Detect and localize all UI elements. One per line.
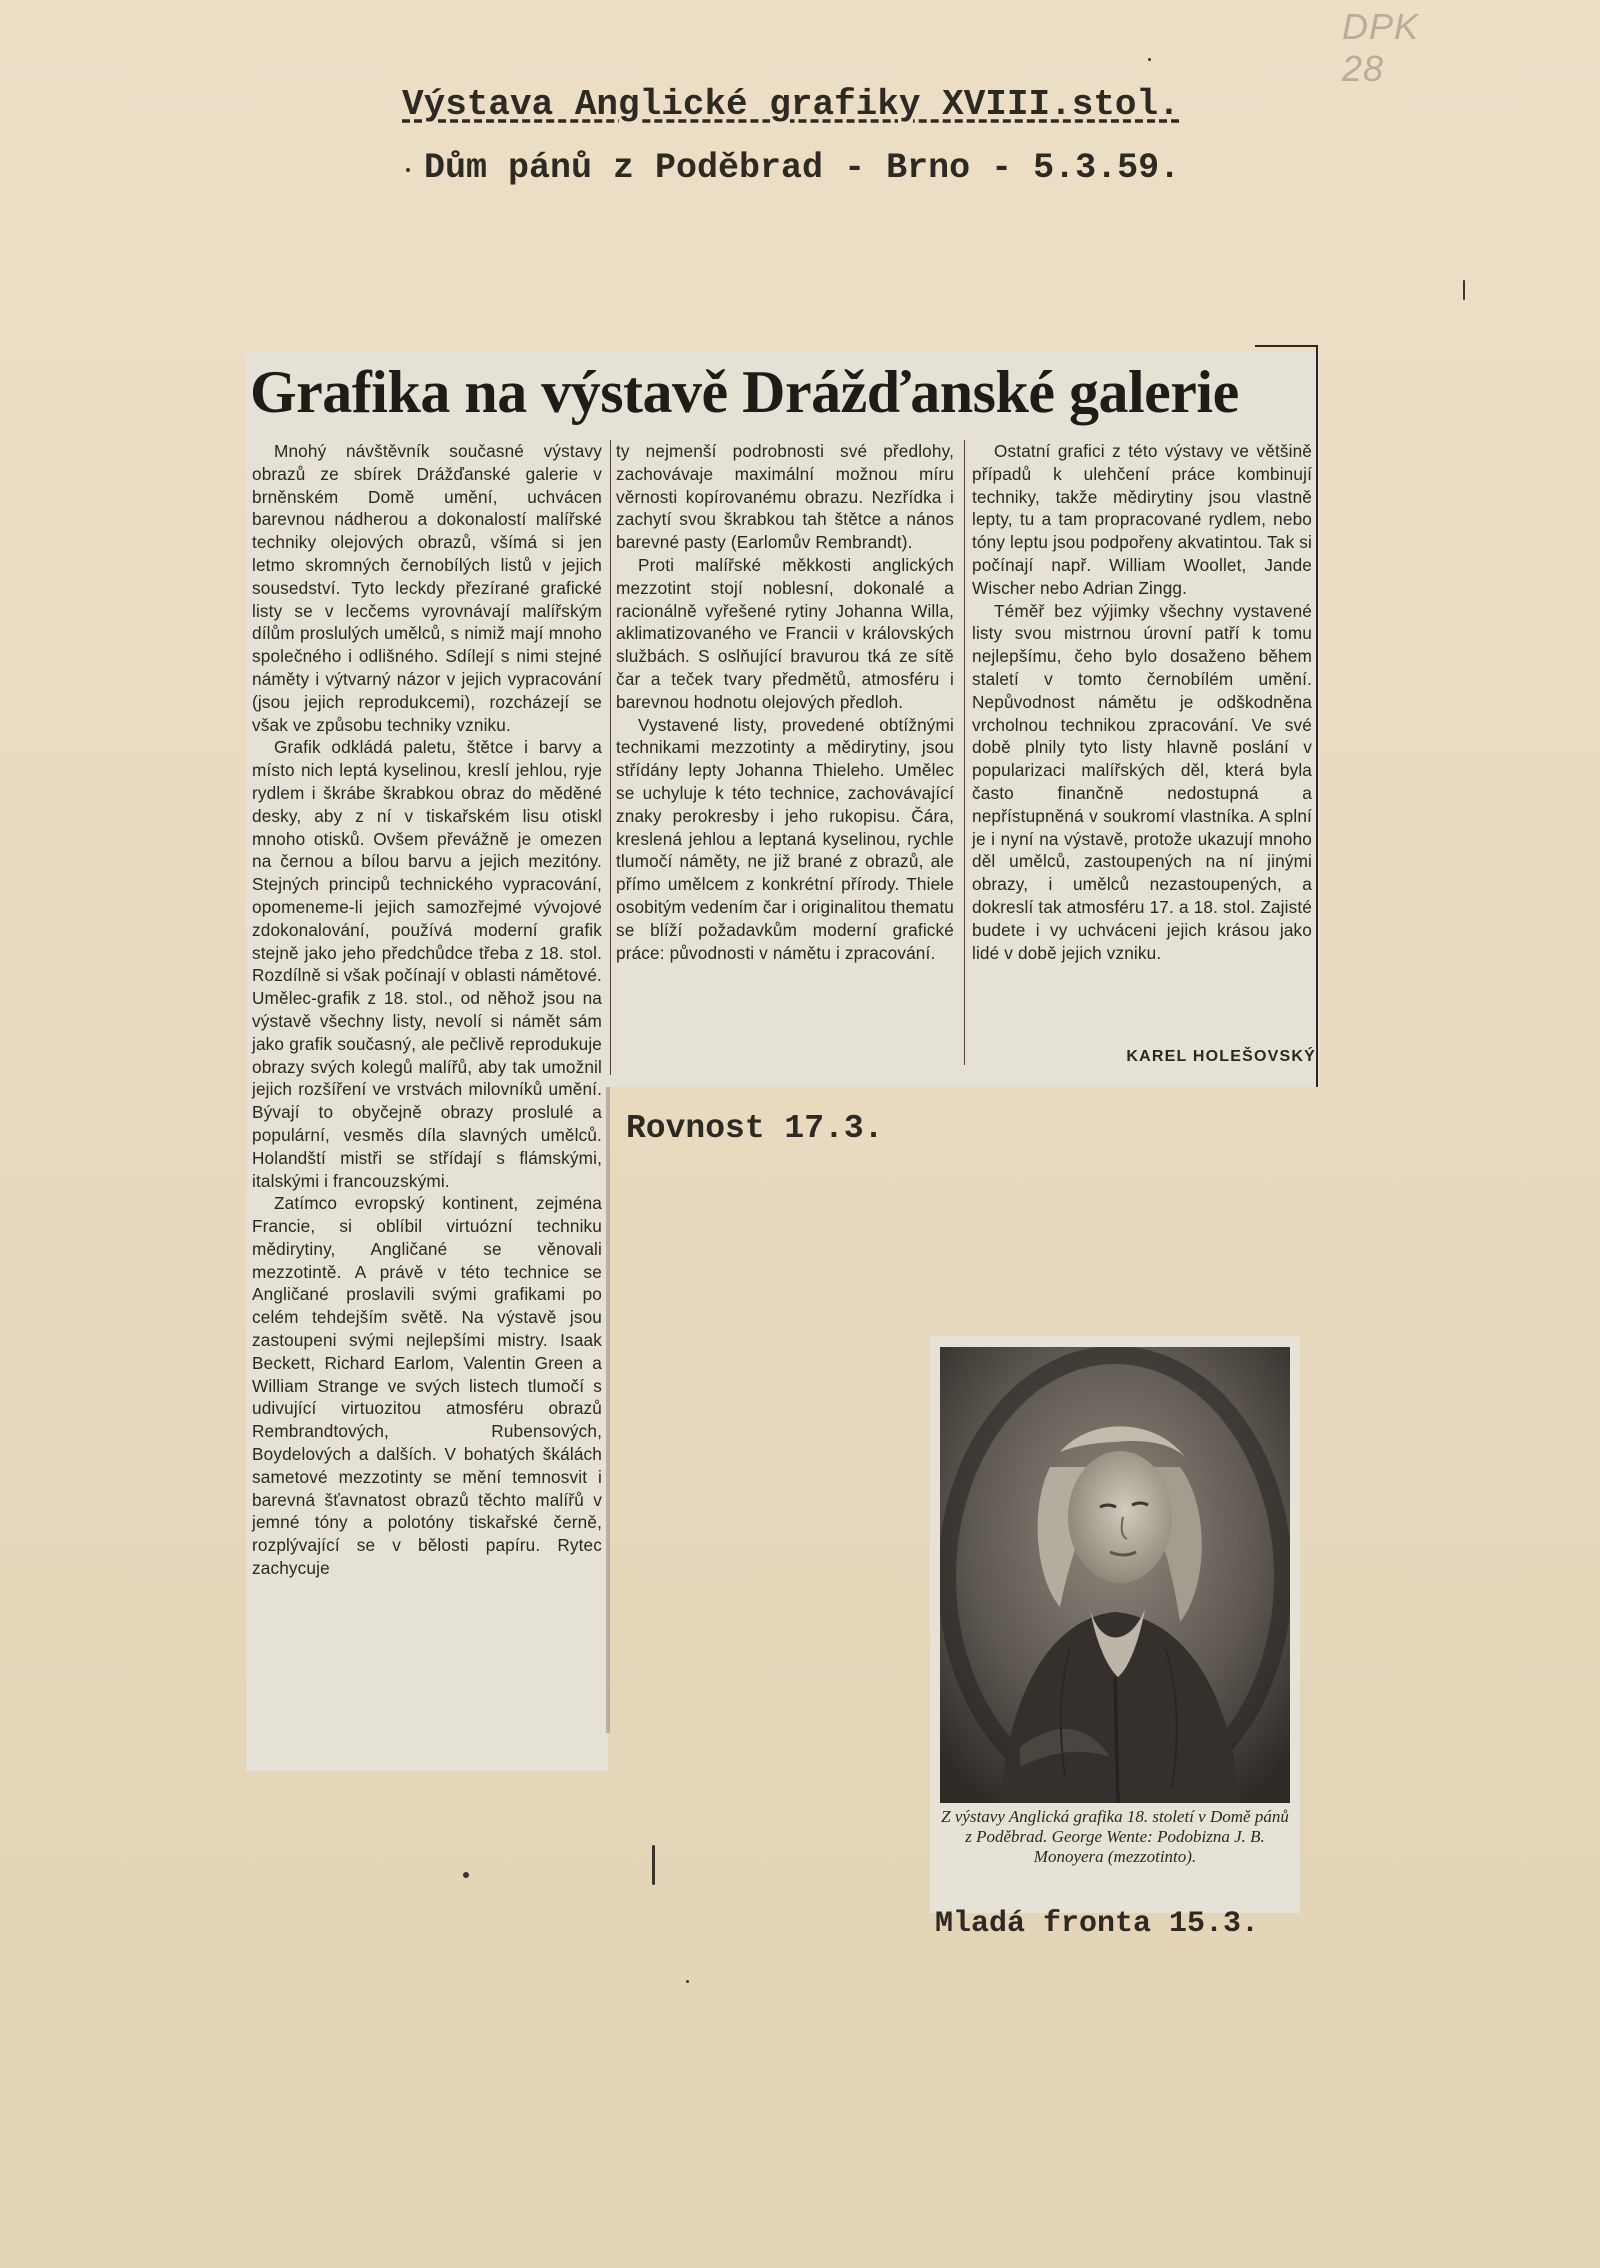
paragraph: Vystavené listy, provedené obtížnými technikami mezzotinty a mědirytiny, jsou střídány lepty Johanna Thieleho. Umělec se uchyluje k této technice, zachovávající znaky perokresby i jeho rukopisu. Čára, kreslená jehlou a leptaná kyselinou, rychle tlumočí náměty, ne již brané z obrazů, ale přímo umělcem z konkrétní přírody. Thiele osobitým vedením čar i originalitou thematu se blíží požadavkům moderní grafické práce: původnosti v námětu i zpracování. — [616, 714, 954, 963]
paragraph: Ostatní grafici z této výstavy ve většině případů k ulehčení práce kombinují techniky, takže mědirytiny jsou vlastně lepty, tu a tam propracované rydlem, nebo tóny leptu jsou podpořeny akvatintou. Tak si počínají např. William Woollet, Jande Wischer nebo Adrian Zingg. — [972, 441, 1312, 598]
article-column-2 — [616, 440, 954, 964]
paper-speck — [1463, 280, 1465, 300]
paper-speck — [686, 1980, 689, 1983]
column-rule — [964, 440, 965, 1065]
author-byline: KAREL HOLEŠOVSKÝ — [1126, 1048, 1316, 1065]
exhibition-title: Výstava Anglické grafiky XVIII.stol. — [402, 84, 1180, 125]
source-note-rovnost: Rovnost 17.3. — [626, 1110, 884, 1147]
paragraph: ty nejmenší podrobnosti své předlohy, zachovávaje maximální možnou míru věrnosti kopírovanému obrazu. Nezřídka i zachytí svou škrabkou tah štětce a nános barevné pasty (Earlomův Rembrandt). — [616, 441, 954, 553]
archive-mark: DPK 28 — [1342, 6, 1420, 89]
article-title: Grafika na výstavě Drážďanské galerie — [250, 359, 1239, 425]
clipping-border-top — [1255, 345, 1318, 347]
clipping-edge-shadow — [606, 1087, 610, 1733]
paragraph: Mnohý návštěvník současné výstavy obrazů ze sbírek Drážďanské galerie v brněnském Domě umění, uchvácen barevnou nádherou a dokonalostí malířské techniky olejových obrazů, všímá si jen letmo skromných černobílých listů v jejich sousedství. Tyto leckdy přezírané grafické listy se v lecčems vyrovnávají malířským dílům proslulých umělců, s nimiž mají mnoho společného i odlišného. Sdílejí s nimi stejné náměty i výtvarný názor v jejich vypracování (jsou jejich reprodukcemi), rozcházejí se však ve způsobu techniky vzniku. — [252, 441, 602, 735]
paper-speck — [463, 1872, 469, 1878]
venue-line: Dům pánů z Poděbrad - Brno - 5.3.59. — [424, 148, 1181, 188]
paragraph: Téměř bez výjimky všechny vystavené listy svou mistrnou úrovní patří k tomu nejlepšímu, čeho bylo dosaženo během staletí v tomto černobílém umění. Nepůvodnost námětu je odškodněna vrcholnou technikou zpracování. Ve své době plnily tyto listy hlavně poslání v popularizaci malířských děl, která byla často finančně nedostupná a nepřístupněná v soukromí vlastníka. A splní je i nyní na výstavě, protože ukazují mnoho děl umělců, zastoupených na ní jinými obrazy, i umělců nezastoupených, a dokreslí tak atmosféru 17. a 18. stol. Zajisté budete i vy uchváceni jejich krásou jako lidé v době jejich vzniku. — [972, 600, 1312, 963]
portrait-engraving — [940, 1347, 1290, 1803]
clipping-border-right — [1316, 345, 1318, 1087]
portrait-illustration — [940, 1347, 1290, 1803]
paragraph: Proti malířské měkkosti anglických mezzotint stojí noblesní, dokonalé a racionálně vyřešené rytiny Johanna Willa, aklimatizovaného ve Francii v královských službách. S oslňující bravurou tká ze sítě čar a teček tvary předmětů, atmosféru i barevnou hodnotu olejových předloh. — [616, 554, 954, 712]
source-note-mlada-fronta: Mladá fronta 15.3. — [935, 1907, 1260, 1941]
column-rule — [610, 440, 611, 1075]
paragraph: Grafik odkládá paletu, štětce i barvy a místo nich leptá kyselinou, kreslí jehlou, ryje rydlem i škrábe škrabkou obraz do měděné desky, aby z ní v tiskařském lisu otiskl mnoho otisků. Ovšem převážně je omezen na černou a bílou barvu a jejich mezitóny. Stejných principů technického vypracování, opomeneme-li jejich samozřejmé vývojové zdokonalování, používá moderní grafik stejně jako jeho předchůdce třeba z 18. stol. Rozdílně si však počínají v oblasti námětové. Umělec-grafik z 18. stol., od něhož jsou na výstavě všechny listy, nevolí si námět sám jako grafik současný, ale pečlivě reprodukuje obrazy svých kolegů malířů, aby tak umožnil jejich rozšíření ve vrstvách milovníků umění. Bývají to obyčejně obrazy proslulé a populární, vesměs díla slavných umělců. Holandští mistři se střídají s flámskými, italskými i francouzskými. — [252, 737, 602, 1191]
photo-caption: Z výstavy Anglická grafika 18. století v Domě pánů z Poděbrad. George Wente: Podobizna J. B. Monoyera (mezzotinto). — [941, 1807, 1289, 1866]
margin-dot — [406, 168, 410, 172]
article-column-1 — [252, 440, 602, 1580]
paper-speck — [652, 1845, 655, 1885]
paragraph: Zatímco evropský kontinent, zejména Francie, si oblíbil virtuózní techniku mědirytiny, Angličané se věnovali mezzotintě. A právě v této technice se Angličané proslavili svými grafikami po celém tehdejším světě. Na výstavě jsou zastoupeni svými nejlepšími mistry. Isaak Beckett, Richard Earlom, Valentin Green a William Strange ve svých listech tlumočí s udivující virtuozitou atmosféru obrazů Rembrandtových, Rubensových, Boydelových a dalších. V bohatých škálách sametové mezzotinty se mění temnosvit i barevná šťavnatost obrazů těchto malířů v jemné tóny a polotóny tiskařské černě, rozplývající se v bělosti papíru. Rytec zachycuje — [252, 1193, 602, 1579]
article-column-3 — [972, 440, 1312, 964]
paper-speck — [1148, 58, 1151, 61]
